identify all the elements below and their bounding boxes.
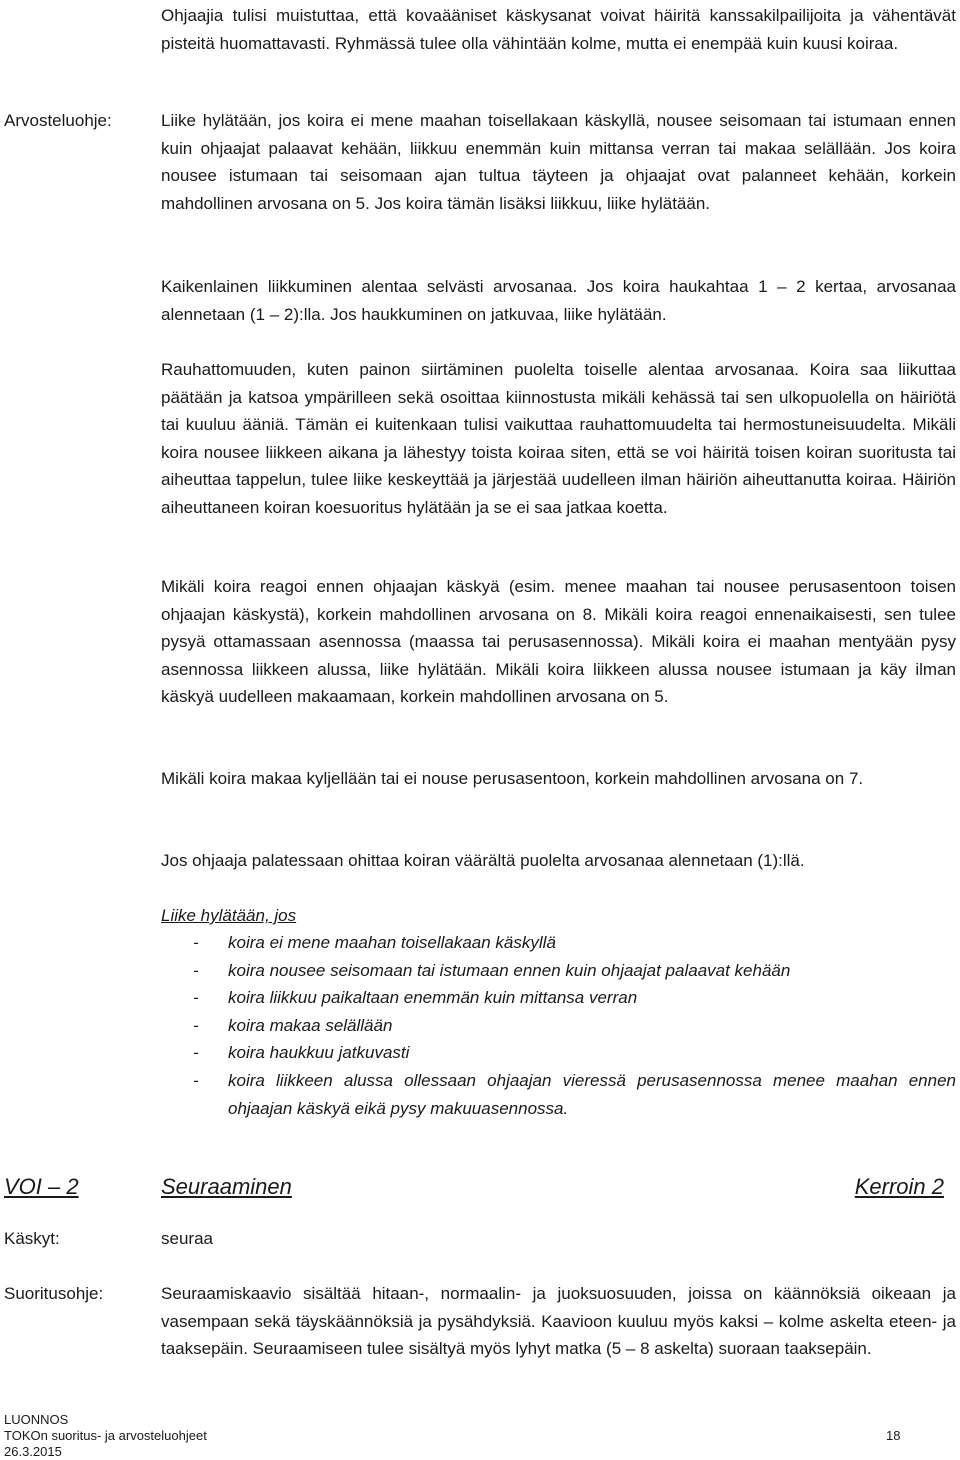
section-code: VOI – 2 (4, 1174, 79, 1199)
grading-paragraph-3: Rauhattomuuden, kuten painon siirtäminen puolelta toiselle alentaa arvosanaa. Koira saa liikuttaa päätään ja katsoa ympärilleen sekä osoittaa kiinnostusta mikäli kehässä tai sen ulkopuolella on häiriötä tai kuuluu ääniä. Tämän ei kuitenkaan tulisi vaikuttaa rauhattomuudelta tai hermostuneisuudelta. Mikäli koira nousee liikkeen aikana ja lähestyy toista koiraa siten, että se voi häiritä toisen koiran suoritusta tai aiheuttaa tappelun, tulee liike keskeyttää ja järjestää uudelleen ilman häiriön aiheuttanutta koiraa. Häiriön aiheuttaneen koiran koesuoritus hylätään ja se ei saa jatkaa koetta. (161, 360, 956, 517)
list-dash: - (193, 961, 199, 980)
performance-label: Suoritusohje: (4, 1284, 104, 1303)
reject-heading: Liike hylätään, jos (161, 906, 297, 925)
list-item (193, 1012, 956, 1040)
grading-paragraph-2: Kaikenlainen liikkuminen alentaa selvästi arvosanaa. Jos koira haukahtaa 1 – 2 kertaa, arvosanaa alennetaan (1 – 2):lla. Jos haukkuminen on jatkuvaa, liike hylätään. (161, 277, 956, 324)
footer-doc-title: TOKOn suoritus- ja arvosteluohjeet (4, 1428, 207, 1443)
section-title: Seuraaminen (161, 1174, 292, 1199)
grading-paragraph-5: Mikäli koira makaa kyljellään tai ei nouse perusasentoon, korkein mahdollinen arvosana on 7. (161, 769, 864, 788)
list-dash: - (193, 933, 199, 952)
command-label: Käskyt: (4, 1229, 60, 1248)
grading-paragraph-4: Mikäli koira reagoi ennen ohjaajan käskyä (esim. menee maahan tai nousee perusasentoon toisen ohjaajan käskystä), korkein mahdollinen arvosana on 8. Mikäli koira reagoi ennenaikaisesti, sen tulee pysyä ottamassaan asennossa (maassa tai perusasennossa). Mikäli koira ei maahan mentyään pysy asennossa liikkeen alussa, liike hylätään. Mikäli koira liikkeen alussa nousee istumaan ja käy ilman käskyä uudelleen makaamaan, korkein mahdollinen arvosana on 5. (161, 577, 956, 706)
list-item-text: koira liikkeen alussa ollessaan ohjaajan vieressä perusasennossa menee maahan ennen ohjaajan käskyä eikä pysy makuuasennossa. (228, 1071, 956, 1118)
list-dash: - (193, 1043, 199, 1062)
list-dash: - (193, 1071, 199, 1090)
performance-text: Seuraamiskaavio sisältää hitaan-, normaalin- ja juoksuosuuden, joissa on käännöksiä oikeaan ja vasempaan sekä täyskäännöksiä ja pysähdyksiä. Kaavioon kuuluu myös kaksi – kolme askelta eteen- ja taaksepäin. Seuraamiseen tulee sisältyä myös lyhyt matka (5 – 8 askelta) suoraan taaksepäin. (161, 1284, 956, 1358)
intro-paragraph: Ohjaajia tulisi muistuttaa, että kovaääniset käskysanat voivat häiritä kanssakilpailijoita ja vähentävät pisteitä huomattavasti. Ryhmässä tulee olla vähintään kolme, mutta ei enempää kuin kuusi koiraa. (161, 6, 956, 53)
page-number: 18 (886, 1428, 901, 1443)
list-item (193, 957, 956, 985)
footer-draft: LUONNOS (4, 1412, 69, 1427)
list-item (193, 1067, 956, 1122)
list-item (193, 929, 956, 957)
command-value: seuraa (161, 1229, 213, 1248)
grading-paragraph-6: Jos ohjaaja palatessaan ohittaa koiran väärältä puolelta arvosanaa alennetaan (1):llä. (161, 851, 805, 870)
list-item-text: koira liikkuu paikaltaan enemmän kuin mittansa verran (228, 988, 638, 1007)
list-item-text: koira ei mene maahan toisellakaan käskyllä (228, 933, 556, 952)
list-item-text: koira haukkuu jatkuvasti (228, 1043, 410, 1062)
grading-paragraph-1: Liike hylätään, jos koira ei mene maahan toisellakaan käskyllä, nousee seisomaan tai istumaan ennen kuin ohjaajat palaavat kehään, liikkuu enemmän kuin mittansa verran tai makaa selällään. Jos koira nousee istumaan tai seisomaan ajan tultua täyteen ja ohjaajat ovat palanneet kehään, korkein mahdollinen arvosana on 5. Jos koira tämän lisäksi liikkuu, liike hylätään. (161, 111, 956, 213)
grading-label: Arvosteluohje: (4, 111, 112, 130)
list-item-text: koira makaa selällään (228, 1016, 393, 1035)
list-dash: - (193, 1016, 199, 1035)
list-item (193, 984, 956, 1012)
section-factor: Kerroin 2 (854, 1174, 944, 1199)
list-item (193, 1039, 956, 1067)
footer-date: 26.3.2015 (4, 1444, 62, 1459)
list-dash: - (193, 988, 199, 1007)
list-item-text: koira nousee seisomaan tai istumaan ennen kuin ohjaajat palaavat kehään (228, 961, 791, 980)
